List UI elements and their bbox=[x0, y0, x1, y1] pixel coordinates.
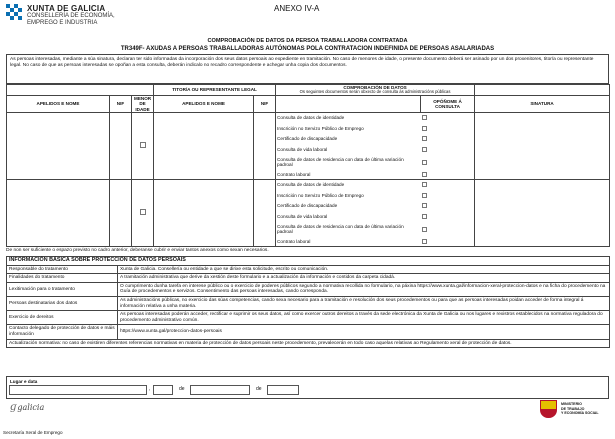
privacy-row bbox=[7, 339, 610, 348]
consultation-label: Certificado de discapacidade bbox=[277, 136, 338, 142]
consultation-label: Consulta de vida laboral bbox=[277, 147, 328, 152]
oppose-checkbox-2-2[interactable] bbox=[422, 193, 427, 198]
col-minor: MENOR DE IDADE bbox=[132, 96, 154, 113]
consultation-item bbox=[276, 202, 474, 209]
group-guardian-header: TITOR/A OU REPRESENTANTE LEGAL bbox=[154, 85, 276, 96]
annex-label: ANEXO IV-A bbox=[274, 4, 320, 13]
col-guardian-nif: NIF bbox=[254, 96, 276, 113]
consultation-label: Inscrición no Servizo Público de Emprego bbox=[277, 192, 364, 198]
consultation-item bbox=[276, 213, 474, 220]
oppose-checkbox-1-6[interactable] bbox=[422, 172, 427, 177]
group-check-header bbox=[276, 85, 475, 96]
surnames-input-2[interactable] bbox=[7, 179, 110, 246]
logo-department-line1: CONSELLERÍA DE ECONOMÍA, bbox=[27, 13, 115, 20]
privacy-row bbox=[7, 282, 610, 296]
galicia-logo bbox=[10, 402, 44, 414]
signature-header-spacer bbox=[475, 85, 610, 96]
privacy-row-label: Persoas destinatarias dos datos bbox=[7, 296, 118, 310]
col-nif: NIF bbox=[110, 96, 132, 113]
guardian-surnames-input-2[interactable] bbox=[154, 179, 254, 246]
consultation-list-2 bbox=[276, 179, 475, 246]
consultation-item bbox=[276, 181, 474, 188]
consultation-item bbox=[276, 157, 474, 167]
consultation-item bbox=[276, 171, 474, 178]
signature-box-1[interactable] bbox=[475, 112, 610, 179]
privacy-row-value: O cumprimento dunha tarefa en interese público ou o exercicio de poderes públicos segundo a normativa recollida no formulario, na páxina https://www.xunta.gal/informacion-xeral-proteccion-datos e na ficha do procedemento na Guía de procedementos e servizos. Consentimento das persoas interesadas, cando corresponda. bbox=[118, 282, 610, 296]
de-separator-2: de bbox=[256, 386, 262, 392]
oppose-checkbox-1-2[interactable] bbox=[422, 126, 427, 131]
logo-department-line2: EMPREGO E INDUSTRIA bbox=[27, 20, 98, 27]
document-title: COMPROBACIÓN DE DATOS DA PERSOA TRABALLADORA CONTRATADA bbox=[207, 38, 408, 44]
group-check-subtitle: Os seguintes documentos serán obxecto de consulta ás administracións públicas bbox=[299, 89, 451, 95]
procedure-title: TR349F- AXUDAS A PERSOAS TRABALLADORAS AUTÓNOMAS POLA CONTRATACION INDEFINIDA DE PERSOAS ASALARIADAS bbox=[120, 46, 495, 53]
person-row-1 bbox=[7, 112, 610, 179]
privacy-row bbox=[7, 311, 610, 325]
comma-separator: , bbox=[149, 386, 151, 392]
group-check-title: COMPROBACIÓN DE DATOS bbox=[343, 85, 407, 90]
nif-input-2[interactable] bbox=[110, 179, 132, 246]
xunta-logo bbox=[6, 4, 115, 27]
consultation-item bbox=[276, 238, 474, 245]
intro-text: As persoas interesadas, mediante a súa sinatura, declaran ter sido informadas da incorporación dos seus datos persoais ao expediente en tramitación. No caso de menores de idade, o presente documento deberá ser asinado por un dos proxenitores, titor/a ou representante legal. No caso de que as persoas interesadas se opoñan a esta consulta, deberán indicalo no recadro correspondente e achegar unha copia dos documentos. bbox=[6, 54, 609, 84]
signature-box-2[interactable] bbox=[475, 179, 610, 246]
privacy-row bbox=[7, 274, 610, 283]
privacy-row-value: Actualización normativa: no caso de existiren diferentes referencias normativas en materia de protección de datos persoais neste procedemento, prevalecerán en todo caso aquelas relativas ao Regulamento xeral de protección de datos. bbox=[7, 339, 610, 348]
minor-cell-2 bbox=[132, 179, 154, 246]
oppose-checkbox-2-4[interactable] bbox=[422, 214, 427, 219]
oppose-checkbox-2-6[interactable] bbox=[422, 239, 427, 244]
col-signature: SINATURA bbox=[475, 96, 610, 113]
xunta-logo-mark bbox=[6, 4, 22, 20]
privacy-row-value: Xunta de Galicia. Consellería ou entidade a que se dirixe esta solicitude, escrito ou comunicación. bbox=[118, 265, 610, 274]
consultation-label: Certificado de discapacidade bbox=[277, 203, 338, 209]
consultation-item bbox=[276, 192, 474, 199]
oppose-checkbox-2-5[interactable] bbox=[422, 227, 427, 232]
consultation-label: Contrato laboral bbox=[277, 238, 311, 244]
col-oppose: OPÓÑOME Á CONSULTA bbox=[421, 96, 475, 113]
privacy-row-label: Lexitimación para o tratamento bbox=[7, 282, 118, 296]
document-header bbox=[6, 4, 609, 34]
ministry-text bbox=[561, 402, 599, 415]
privacy-row bbox=[7, 325, 610, 339]
space-note: De non ser suficiente o espazo previsto no cadro anterior, deberanse cubrir e enviar tantos anexos como sexan necesarios. bbox=[6, 248, 269, 253]
oppose-checkbox-2-3[interactable] bbox=[422, 203, 427, 208]
consultation-list-1 bbox=[276, 112, 475, 179]
de-separator-1: de bbox=[179, 386, 185, 392]
logo-mark-square bbox=[18, 16, 22, 20]
privacy-row-value: https://www.xunta.gal/proteccion-datos-persoais bbox=[118, 325, 610, 339]
ministry-line-1: MINISTERIO bbox=[561, 402, 582, 407]
consultation-label: Consulta de vida laboral bbox=[277, 214, 328, 219]
guardian-nif-input-2[interactable] bbox=[254, 179, 276, 246]
oppose-checkbox-2-1[interactable] bbox=[422, 182, 427, 187]
consultation-item bbox=[276, 125, 474, 132]
galicia-wordmark: galicia bbox=[17, 403, 45, 412]
spain-shield-icon bbox=[540, 400, 557, 418]
privacy-row-value: As administracións públicas, no exercicio das súas competencias, cando sexa necesario para a tramitación e resolución dos seus procedementos ou para que as persoas interesadas poidan acceder de forma integral á información relativa a unha materia. bbox=[118, 296, 610, 310]
oppose-checkbox-1-4[interactable] bbox=[422, 147, 427, 152]
minor-checkbox-2[interactable] bbox=[140, 209, 146, 215]
consultation-item bbox=[276, 146, 474, 153]
col-consultations bbox=[276, 96, 421, 113]
surnames-input-1[interactable] bbox=[7, 112, 110, 179]
oppose-checkbox-1-5[interactable] bbox=[422, 160, 427, 165]
consent-table bbox=[6, 84, 610, 247]
logo-name: XUNTA DE GALICIA bbox=[27, 4, 106, 13]
privacy-row-label: Finalidades do tratamento bbox=[7, 274, 118, 283]
privacy-row bbox=[7, 265, 610, 274]
privacy-row-label: Exercicio de dereitos bbox=[7, 311, 118, 325]
oppose-checkbox-1-1[interactable] bbox=[422, 115, 427, 120]
consultation-label: Consulta de datos de identidade bbox=[277, 181, 345, 187]
privacy-table bbox=[6, 256, 610, 348]
minor-checkbox-1[interactable] bbox=[140, 142, 146, 148]
privacy-heading: INFORMACIÓN BÁSICA SOBRE PROTECCIÓN DE DATOS PERSOAIS bbox=[7, 257, 610, 266]
ministry-logo bbox=[540, 400, 599, 418]
consultation-item bbox=[276, 114, 474, 121]
guardian-surnames-input-1[interactable] bbox=[154, 112, 254, 179]
day-input[interactable] bbox=[153, 385, 173, 395]
consultation-item bbox=[276, 224, 474, 234]
month-input[interactable] bbox=[190, 385, 250, 395]
place-date-label: Lugar e data bbox=[10, 379, 38, 384]
header-spacer bbox=[7, 85, 154, 96]
consultation-item bbox=[276, 135, 474, 142]
person-row-2 bbox=[7, 179, 610, 246]
guardian-nif-input-1[interactable] bbox=[254, 112, 276, 179]
privacy-row-value: As persoas interesadas poderán acceder, rectificar e suprimir os seus datos, así como exercer outros dereitos a través da sede electrónica da Xunta de Galicia ou nos lugares e rexistros establecidos na normativa reguladora do procedemento administrativo común. bbox=[118, 311, 610, 325]
privacy-row-value: A tramitación administrativa que derive da xestión deste formulario e a actualización da información e contidos da carpeta cidadá. bbox=[118, 274, 610, 283]
ministry-line-2: DE TRABAJO bbox=[561, 406, 585, 411]
consultation-label: Consulta de datos de residencia con data de última variación padroal bbox=[277, 223, 404, 235]
consultation-label: Consulta de datos de residencia con data de última variación padroal bbox=[277, 156, 404, 168]
col-guardian-surnames: APELIDOS E NOME bbox=[154, 96, 254, 113]
secretariat-label: Secretaría Xeral de Emprego bbox=[3, 430, 63, 435]
oppose-checkbox-1-3[interactable] bbox=[422, 136, 427, 141]
consultation-label: Consulta de datos de identidade bbox=[277, 114, 345, 120]
ministry-line-3: Y ECONOMÍA SOCIAL bbox=[561, 411, 599, 416]
document-titles bbox=[6, 38, 609, 53]
galicia-swirl-icon: ɡ bbox=[10, 402, 17, 413]
privacy-row-label: Responsable do tratamento bbox=[7, 265, 118, 274]
place-date-section bbox=[6, 376, 609, 399]
privacy-row bbox=[7, 296, 610, 310]
nif-input-1[interactable] bbox=[110, 112, 132, 179]
minor-cell-1 bbox=[132, 112, 154, 179]
year-input[interactable] bbox=[267, 385, 299, 395]
col-surnames: APELIDOS E NOME bbox=[7, 96, 110, 113]
consultation-label: Contrato laboral bbox=[277, 171, 311, 177]
place-input[interactable] bbox=[9, 385, 147, 395]
privacy-row-label: Contacto delegado de protección de datos e máis información bbox=[7, 325, 118, 339]
consultation-label: Inscrición no Servizo Público de Emprego bbox=[277, 125, 364, 131]
